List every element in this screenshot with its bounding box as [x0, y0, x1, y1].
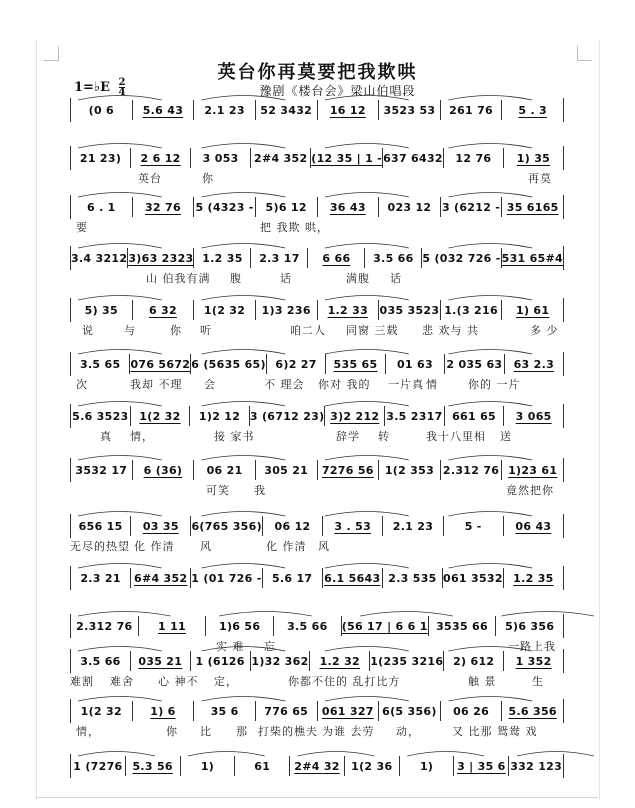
measure: (12 35 | 1 -	[311, 151, 383, 165]
notation-row	[70, 352, 564, 376]
measure: 5 (4323 -	[195, 200, 254, 214]
measure: 023 12	[387, 200, 432, 214]
notation-row	[70, 699, 564, 723]
measure: 6#4 352	[134, 571, 188, 585]
measure: 1)32 362	[251, 654, 309, 668]
lyric-text: 你	[170, 324, 182, 337]
measure: 2.312 76	[442, 463, 500, 477]
measure: 2 035 63	[446, 357, 503, 371]
measure: 1)6 56	[219, 619, 261, 633]
lyric-row	[70, 723, 564, 739]
measure: 3532 17	[75, 463, 128, 477]
measure: 2.1 23	[392, 519, 434, 533]
score-system	[70, 298, 564, 338]
measure: 1.2 32	[319, 654, 361, 668]
measure: 1)	[200, 759, 215, 773]
lyric-text: 那	[236, 725, 248, 738]
measure: 305 21	[264, 463, 309, 477]
measure: 2) 612	[453, 654, 495, 668]
lyric-text: 无尽的热望	[70, 540, 130, 553]
lyric-text: 你都不住的 乱打比方	[288, 675, 401, 688]
lyric-text: 一路上我	[508, 640, 556, 653]
notation-row	[70, 614, 564, 638]
lyric-text: 山 伯我有满	[146, 272, 211, 285]
measure: 2.312 76	[76, 619, 133, 633]
lyric-row	[70, 219, 564, 235]
measure: 5.6 356	[508, 704, 557, 718]
lyric-text: 与	[124, 324, 136, 337]
lyric-text: 你	[166, 725, 178, 738]
measure: 1(2 32	[203, 303, 246, 317]
score-system	[70, 649, 564, 689]
lyric-text: 生	[532, 675, 544, 688]
lyric-text: 多 少	[530, 324, 559, 337]
measure: 656 15	[78, 519, 123, 533]
measure: 06 43	[515, 519, 552, 533]
measure: 661 65	[452, 409, 496, 423]
lyric-text: 化 作清	[266, 540, 307, 553]
lyric-text: 我却 不理	[130, 378, 183, 391]
measure: 2.1 23	[204, 103, 245, 117]
measure: 2 6 12	[140, 151, 181, 165]
lyric-text: 把 我欺 哄，	[260, 221, 329, 234]
measure: 3523 53	[383, 103, 436, 117]
measure: 2.3 535	[388, 571, 437, 585]
measure: 35 6165	[506, 200, 559, 214]
measure: 061 327	[321, 704, 374, 718]
lyric-row	[70, 170, 564, 186]
measure: 6(5 356)	[382, 704, 437, 718]
lyric-text: 次	[76, 378, 88, 391]
measure: 2.3 21	[80, 571, 121, 585]
measure: 16 12	[329, 103, 366, 117]
time-signature-bottom: 4	[118, 87, 126, 98]
lyric-text: 你	[202, 172, 214, 185]
lyric-text: 定，	[214, 675, 238, 688]
measure: 061 3532	[443, 571, 503, 585]
lyric-text: 一片真	[388, 378, 424, 391]
lyric-text: 听	[200, 324, 212, 337]
measure: 5 (032 726 -	[422, 251, 501, 265]
score-system	[70, 195, 564, 235]
measure: 2#4 352	[254, 151, 308, 165]
measure: 1.(3 216	[444, 303, 498, 317]
time-signature-top: 2	[118, 77, 126, 88]
lyric-text: 不 理会	[264, 378, 305, 391]
measure: 3.5 66	[287, 619, 328, 633]
measure: 535 65	[333, 357, 378, 371]
measure: 06 12	[274, 519, 311, 533]
lyric-text: 再莫	[528, 172, 552, 185]
measure: 35 6	[210, 704, 239, 718]
measure: 6)2 27	[275, 357, 317, 371]
measure: 3 . 53	[334, 519, 372, 533]
lyric-text: 话	[280, 272, 292, 285]
lyric-text: 打柴的樵夫	[258, 725, 318, 738]
measure: 3.4 3212	[71, 251, 128, 265]
notation-row	[70, 514, 564, 538]
key-signature	[74, 78, 125, 97]
measure: 52 3432	[260, 103, 313, 117]
measure: 3 (6212 -	[441, 200, 501, 214]
measure: 2#4 32	[294, 759, 340, 773]
measure: 6 66	[322, 251, 351, 265]
measure: 1(2 32	[139, 409, 181, 423]
measure: 1) 6	[150, 704, 176, 718]
measure: 3535 66	[436, 619, 488, 633]
measure: 261 76	[449, 103, 494, 117]
measure: 3.5 2317	[386, 409, 443, 423]
notation-row	[70, 146, 564, 170]
measure: 1)	[419, 759, 434, 773]
notation-row	[70, 98, 564, 122]
measure: 6 . 1	[86, 200, 116, 214]
measure: 1) 61	[516, 303, 550, 317]
measure: 12 76	[455, 151, 492, 165]
score-system	[70, 514, 564, 554]
lyric-text: 情，	[130, 430, 154, 443]
measure: 035 3523	[379, 303, 440, 317]
lyric-text: 竟然把你	[506, 484, 554, 497]
measure: 5 . 3	[518, 103, 548, 117]
lyric-text: 满腹	[346, 272, 370, 285]
lyric-row	[70, 376, 564, 392]
lyric-text: 情，	[76, 725, 100, 738]
score-system	[70, 699, 564, 739]
measure: 7276 56	[321, 463, 374, 477]
measure: 6.1 5643	[324, 571, 381, 585]
lyric-text: 腹	[230, 272, 242, 285]
lyric-text: 可笑	[206, 484, 230, 497]
measure: 32 76	[144, 200, 181, 214]
lyric-text: 又 比那 鸳鸯 戏	[452, 725, 538, 738]
measure: 06 26	[453, 704, 490, 718]
lyric-text: 为谁 去劳	[322, 725, 375, 738]
score-system	[70, 352, 564, 392]
measure: (0 6	[88, 103, 114, 117]
notation-row	[70, 754, 564, 778]
lyric-text: 辞学	[336, 430, 360, 443]
measure: 1.2 35	[202, 251, 243, 265]
lyric-text: 转	[378, 430, 390, 443]
lyric-row	[70, 322, 564, 338]
lyric-text: 会	[204, 378, 216, 391]
measure: 1.2 35	[513, 571, 554, 585]
measure: 3.5 66	[373, 251, 414, 265]
lyric-text: 风	[200, 540, 212, 553]
lyric-text: 比	[200, 725, 212, 738]
measure: 035 21	[138, 654, 183, 668]
key-label: 1=♭E	[74, 80, 110, 95]
measure: 3 | 35 6	[457, 759, 506, 773]
measure: 5.6 17	[271, 571, 313, 585]
measure: 776 65	[264, 704, 309, 718]
lyric-text: 悲 欢与 共	[422, 324, 479, 337]
measure: 63 2.3	[513, 357, 555, 371]
measure: 61	[254, 759, 271, 773]
score-system	[70, 246, 564, 286]
measure: 637 6432	[383, 151, 443, 165]
score-system	[70, 404, 564, 444]
measure: 3 065	[515, 409, 552, 423]
notation-row	[70, 649, 564, 673]
notation-row	[70, 246, 564, 270]
lyric-text: 接 家书	[214, 430, 255, 443]
measure: 1 (6126	[195, 654, 245, 668]
measure: 1 (01 726 -	[191, 571, 262, 585]
measure: 1(235 3216	[370, 654, 444, 668]
measure: 3.5 66	[80, 654, 121, 668]
measure: 6 (36)	[143, 463, 183, 477]
measure: 1)23 61	[508, 463, 558, 477]
lyric-row	[70, 673, 564, 689]
lyric-text: 咱二人	[290, 324, 326, 337]
score-system	[70, 566, 564, 590]
measure: 1 352	[515, 654, 552, 668]
lyric-text: 实 难	[216, 640, 245, 653]
measure: 3 (6712 23)	[249, 409, 325, 423]
lyric-text: 你的 一片	[468, 378, 521, 391]
notation-row	[70, 298, 564, 322]
measure: 1(2 36	[351, 759, 393, 773]
measure: (56 17 | 6 6 1	[341, 619, 428, 633]
song-title: 英台你再莫要把我欺哄	[217, 62, 418, 83]
lyric-row	[70, 428, 564, 444]
measure: 06 21	[206, 463, 243, 477]
lyric-text: 忘	[264, 640, 276, 653]
score-system	[70, 614, 564, 654]
measure: 5.6 43	[142, 103, 184, 117]
measure: 03 35	[142, 519, 179, 533]
measure: 1) 35	[516, 151, 551, 165]
lyric-text: 我十八里相	[426, 430, 486, 443]
measure: 5)6 12	[265, 200, 307, 214]
lyric-text: 你对 我的	[318, 378, 371, 391]
lyric-text: 难舍	[110, 675, 134, 688]
measure: 3 053	[202, 151, 239, 165]
measure: 6 32	[148, 303, 177, 317]
score-system	[70, 458, 564, 498]
page-bottom-rule	[36, 797, 598, 798]
lyric-text: 同窗 三载	[346, 324, 399, 337]
measure: 1(2 353	[384, 463, 435, 477]
notation-row	[70, 404, 564, 428]
score-system	[70, 754, 564, 778]
measure: 2.3 17	[259, 251, 300, 265]
lyric-text: 难割	[70, 675, 94, 688]
lyric-text: 情	[426, 378, 438, 391]
time-signature	[119, 78, 126, 97]
lyric-text: 话	[390, 272, 402, 285]
measure: 3.5 65	[80, 357, 121, 371]
song-subtitle: 豫剧《楼台会》梁山伯唱段	[259, 84, 416, 98]
lyric-text: 英台	[138, 172, 162, 185]
notation-row	[70, 195, 564, 219]
score-system	[70, 98, 564, 122]
measure: 5.3 56	[132, 759, 173, 773]
score-system	[70, 146, 564, 186]
measure: 1(2 32	[80, 704, 122, 718]
measure: 5)6 356	[505, 619, 555, 633]
measure: 1)3 236	[261, 303, 311, 317]
notation-row	[70, 458, 564, 482]
measure: 1.2 33	[327, 303, 369, 317]
measure: 6 (5635 65)	[191, 357, 266, 371]
measure: 6(765 356)	[191, 519, 262, 533]
lyric-row	[70, 538, 564, 554]
measure: 1)2 12	[198, 409, 241, 423]
measure: 332 123	[510, 759, 563, 773]
lyric-text: 送	[500, 430, 512, 443]
lyric-text: 动，	[396, 725, 420, 738]
measure: 531 65#4	[501, 251, 563, 265]
measure: 076 5672	[130, 357, 191, 371]
measure: 5 -	[464, 519, 482, 533]
lyric-text: 风	[318, 540, 330, 553]
lyric-text: 说	[82, 324, 94, 337]
measure: 5.6 3523	[72, 409, 129, 423]
measure: 21 23)	[79, 151, 122, 165]
measure: 3)2 212	[330, 409, 380, 423]
measure: 01 63	[396, 357, 433, 371]
lyric-text: 真	[100, 430, 112, 443]
measure: 5) 35	[84, 303, 118, 317]
lyric-text: 触 景	[468, 675, 497, 688]
measure: 1 (7276	[73, 759, 123, 773]
measure: 3)63 2323	[128, 251, 194, 265]
measure: 36 43	[329, 200, 366, 214]
lyric-row	[70, 270, 564, 286]
lyric-text: 心 神不	[158, 675, 199, 688]
lyric-text: 要	[76, 221, 88, 234]
notation-row	[70, 566, 564, 590]
lyric-text: 化 作清	[134, 540, 175, 553]
lyric-text: 我	[254, 484, 266, 497]
measure: 1 11	[158, 619, 186, 633]
lyric-row	[70, 482, 564, 498]
